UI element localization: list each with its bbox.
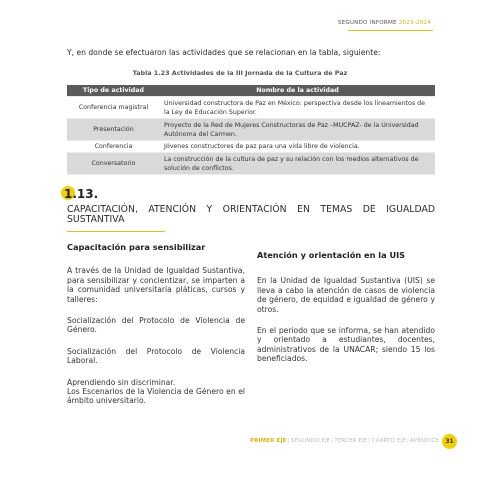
table-caption: Tabla 1.23 Actividades de la III Jornada de la Cultura de Paz <box>132 69 348 77</box>
section-title: CAPACITACIÓN, ATENCIÓN Y ORIENTACIÓN EN TEMAS DE IGUALDAD SUSTANTIVA <box>67 204 435 225</box>
page-number: 31 <box>442 434 457 449</box>
section-number-text: 1.13. <box>64 187 99 201</box>
header-underline <box>348 30 433 31</box>
activity-type: Conferencia <box>94 143 133 150</box>
left-column <box>67 243 245 406</box>
left-paragraph: Socialización del Protocolo de Violencia Laboral. <box>67 346 245 366</box>
left-paragraph: Socialización del Protocolo de Violencia de Género. <box>67 316 245 335</box>
footer-tab-primer-eje[interactable]: PRIMER EJE <box>250 438 287 444</box>
activity-name: Universidad constructora de Paz en México: perspectiva desde los lineamientos de la Ley de Educación Superior. <box>164 99 426 116</box>
report-header <box>338 20 431 26</box>
activity-name: La construcción de la cultura de paz y su relación con los medios alternativos de solución de conflictos. <box>160 153 435 175</box>
left-paragraph: Aprendiendo sin discriminar. <box>67 377 176 387</box>
report-name: SEGUNDO INFORME <box>337 20 397 26</box>
column-header-type: Tipo de actividad <box>67 85 160 97</box>
right-paragraph: En el periodo que se informa, se han atendido y orientado a estudiantes, docentes, administrativos de la UNACAR; siendo 15 los beneficiados. <box>257 326 435 364</box>
footer-tab-tercer-eje[interactable]: TERCER EJE <box>334 438 368 444</box>
footer-nav: PRIMER EJE|SEGUNDO EJE|TERCER EJE|CUARTO EJE|APÉNDICE <box>250 438 439 444</box>
right-paragraph: En la Unidad de Igualdad Sustantiva (UIS) se lleva a cabo la atención de casos de violencia de género, de equidad e igualdad de género y otros. <box>257 276 435 314</box>
footer-tab-segundo-eje[interactable]: SEGUNDO EJE <box>290 438 331 444</box>
left-heading: Capacitación para sensibilizar <box>67 242 206 252</box>
footer-tab-apendice[interactable]: APÉNDICE <box>410 438 439 444</box>
left-paragraph: Los Escenarios de la Violencia de Género en el ámbito universitario. <box>67 387 245 406</box>
section-underline <box>67 231 165 232</box>
activity-name: Proyecto de la Red de Mujeres Constructoras de Paz –MUCPAZ- de la Universidad Autónoma del Carmen. <box>160 119 435 141</box>
table-row <box>67 153 435 175</box>
activities-table <box>67 85 435 175</box>
activity-type: Presentación <box>67 119 160 141</box>
table-row <box>67 119 435 141</box>
footer-tab-cuarto-eje[interactable]: CUARTO EJE <box>371 438 406 444</box>
table-row <box>67 141 435 153</box>
activity-type: Conferencia magistral <box>78 104 149 111</box>
activity-name: Jóvenes constructores de paz para una vida libre de violencia. <box>164 143 360 150</box>
left-paragraph: A través de la Unidad de Igualdad Sustantiva, para sensibilizar y concientizar, se imparten a la comunidad universitaria pláticas, cursos y talleres: <box>67 266 245 304</box>
column-header-name: Nombre de la actividad <box>160 85 435 97</box>
intro-text: Y, en donde se efectuaron las actividades que se relacionan en la tabla, siguiente: <box>67 48 381 57</box>
table-header-row <box>67 85 435 97</box>
activity-type: Conversatorio <box>67 153 160 175</box>
table-row <box>67 97 435 119</box>
report-years: 2023-2024 <box>398 20 431 26</box>
right-heading: Atención y orientación en la UIS <box>257 250 406 260</box>
section-number <box>64 187 98 201</box>
right-column <box>257 251 435 376</box>
